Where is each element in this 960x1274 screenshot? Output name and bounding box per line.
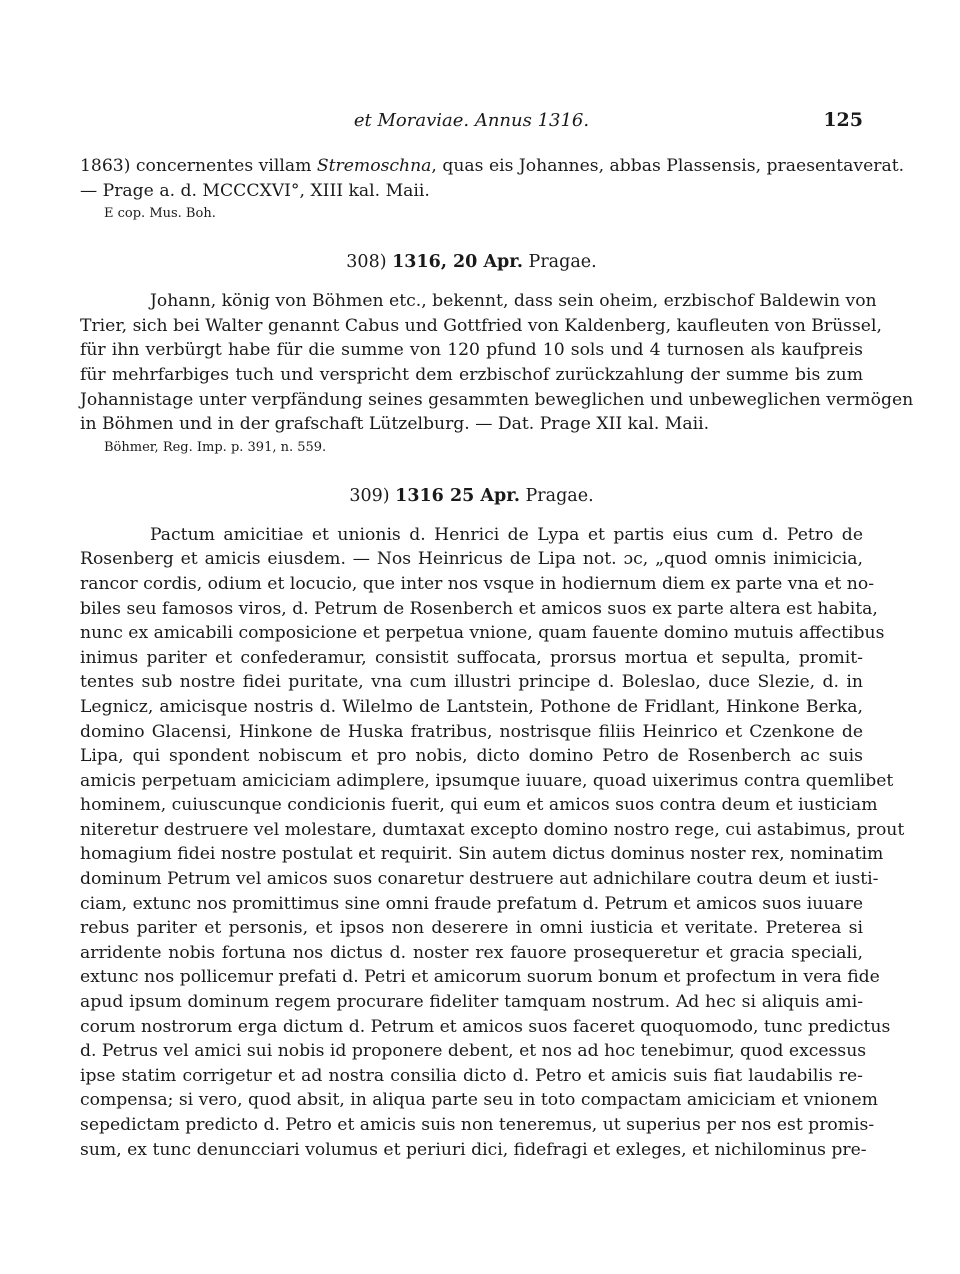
text-line: 1863) concernentes villam Stremoschna, quas eis Johannes, abbas Plassensis, praesentaverat. — [80, 156, 905, 176]
text-line: für mehrfarbiges tuch und verspricht dem erzbischof zurückzahlung der summe bis zum — [80, 364, 863, 385]
entry-date: 1316, 20 Apr. — [392, 252, 523, 273]
entry-308 — [80, 249, 914, 459]
text-line: rancor cordis, odium et locucio, que inter nos vsque in hodiernum diem ex parte vna et no- — [80, 573, 875, 594]
text-line: tentes sub nostre fidei puritate, vna cum illustri principe d. Boleslao, duce Slezie, d. in — [80, 672, 863, 693]
entry-place: Pragae. — [528, 252, 597, 273]
entry-heading — [80, 483, 863, 509]
place-name: Stremoschna — [316, 156, 432, 176]
text-line: Rosenberg et amicis eiusdem. — Nos Heinricus de Lipa not. ɔc, „quod omnis inimicicia, — [80, 549, 863, 570]
document-page — [80, 100, 914, 1162]
text-line: — Prage a. d. MCCCXVI°, XIII kal. Maii. — [80, 180, 430, 201]
text-line: Johann, könig von Böhmen etc., bekennt, dass sein oheim, erzbischof Baldewin von — [150, 291, 877, 312]
text-line: homagium fidei nostre postulat et requirit. Sin autem dictus dominus noster rex, nominatim — [80, 844, 884, 865]
text-line: extunc nos pollicemur prefati d. Petri et amicorum suorum bonum et profectum in vera fide — [80, 967, 880, 988]
text-line: nunc ex amicabili composicione et perpetua vnione, quam fauente domino mutuis affectibus — [80, 623, 885, 644]
text-line: Legnicz, amicisque nostris d. Wilelmo de Lantstein, Pothone de Fridlant, Hinkone Berka, — [80, 696, 863, 717]
text-line: dominum Petrum vel amicos suos conaretur destruere aut adnichilare coutra deum et iusti- — [80, 869, 879, 890]
text-line: rebus pariter et personis, et ipsos non deserere in omni iusticia et veritate. Preterea si — [80, 918, 863, 939]
entry-number: 309) — [349, 485, 390, 506]
text-line: Pactum amicitiae et unionis d. Henrici de Lypa et partis eius cum d. Petro de — [150, 524, 863, 545]
text-line: hominem, cuiuscunque condicionis fuerit, qui eum et amicos suos contra deum et iusticiam — [80, 795, 878, 816]
text-line: ipse statim corrigetur et ad nostra consilia dicto d. Petro et amicis suis fiat laudabilis re- — [80, 1065, 863, 1086]
text-line: domino Glacensi, Hinkone de Huska fratribus, nostrisque filiis Heinrico et Czenkone de — [80, 721, 863, 742]
text-line: apud ipsum dominum regem procurare fideliter tamquam nostrum. Ad hec si aliquis ami- — [80, 992, 863, 1013]
entry-309 — [80, 483, 905, 1162]
text-line: inimus pariter et confederamur, consistit suffocata, prorsus mortua et sepulta, promit- — [80, 647, 863, 668]
source-citation: Böhmer, Reg. Imp. p. 391, n. 559. — [104, 439, 327, 455]
entry-number: 308) — [346, 252, 387, 273]
text-line: sum, ex tunc denuncciari volumus et periuri dici, fidefragi et exleges, et nichilominus pre- — [80, 1139, 867, 1160]
entry-heading — [80, 249, 863, 275]
text-line: sepedictam predicto d. Petro et amicis suis non teneremus, ut superius per nos est promis- — [80, 1115, 875, 1135]
text-line: arridente nobis fortuna nos dictus d. noster rex fauore prosequeretur et gracia speciali, — [80, 942, 863, 963]
text-line: biles seu famosos viros, d. Petrum de Rosenberch et amicos suos ex parte altera est habita, — [80, 598, 878, 619]
text-line: für ihn verbürgt habe für die summe von 120 pfund 10 sols und 4 turnosen als kaufpreis — [80, 340, 863, 361]
page-number: 125 — [823, 109, 863, 131]
running-header — [80, 100, 863, 130]
text-line: corum nostrorum erga dictum d. Petrum et amicos suos faceret quoquomodo, tunc predictus — [80, 1016, 891, 1037]
text-line: compensa; si vero, quod absit, in aliqua parte seu in toto compactam amiciciam et vnionem — [80, 1090, 878, 1111]
text-line: d. Petrus vel amici sui nobis id proponere debent, et nos ad hoc tenebimur, quod excessus — [80, 1041, 867, 1062]
text-line: niteretur destruere vel molestare, dumtaxat excepto domino nostro rege, cui astabimus, prout — [80, 819, 905, 840]
running-title: et Moraviae. Annus 1316. — [353, 110, 590, 131]
text-line: amicis perpetuam amiciciam adimplere, ipsumque iuuare, quoad uixerimus contra quemlibet — [80, 770, 894, 791]
text-line: Lipa, qui spondent nobiscum et pro nobis, dicto domino Petro de Rosenberch ac suis — [80, 746, 863, 767]
text-line: Trier, sich bei Walter genannt Cabus und Gottfried von Kaldenberg, kaufleuten von Brüssel, — [80, 315, 882, 336]
text-line: Johannistage unter verpfändung seines gesammten beweglichen und unbeweglichen vermögen — [80, 389, 914, 410]
entry-date: 1316 25 Apr. — [395, 485, 520, 506]
text-line: ciam, extunc nos promittimus sine omni fraude prefatum d. Petrum et amicos suos iuuare — [80, 893, 864, 914]
text-line: in Böhmen und in der grafschaft Lützelburg. — Dat. Prage XII kal. Maii. — [80, 414, 710, 435]
entry-place: Pragae. — [525, 485, 594, 506]
entry-307-tail — [80, 154, 905, 225]
source-citation: E cop. Mus. Boh. — [104, 206, 216, 222]
